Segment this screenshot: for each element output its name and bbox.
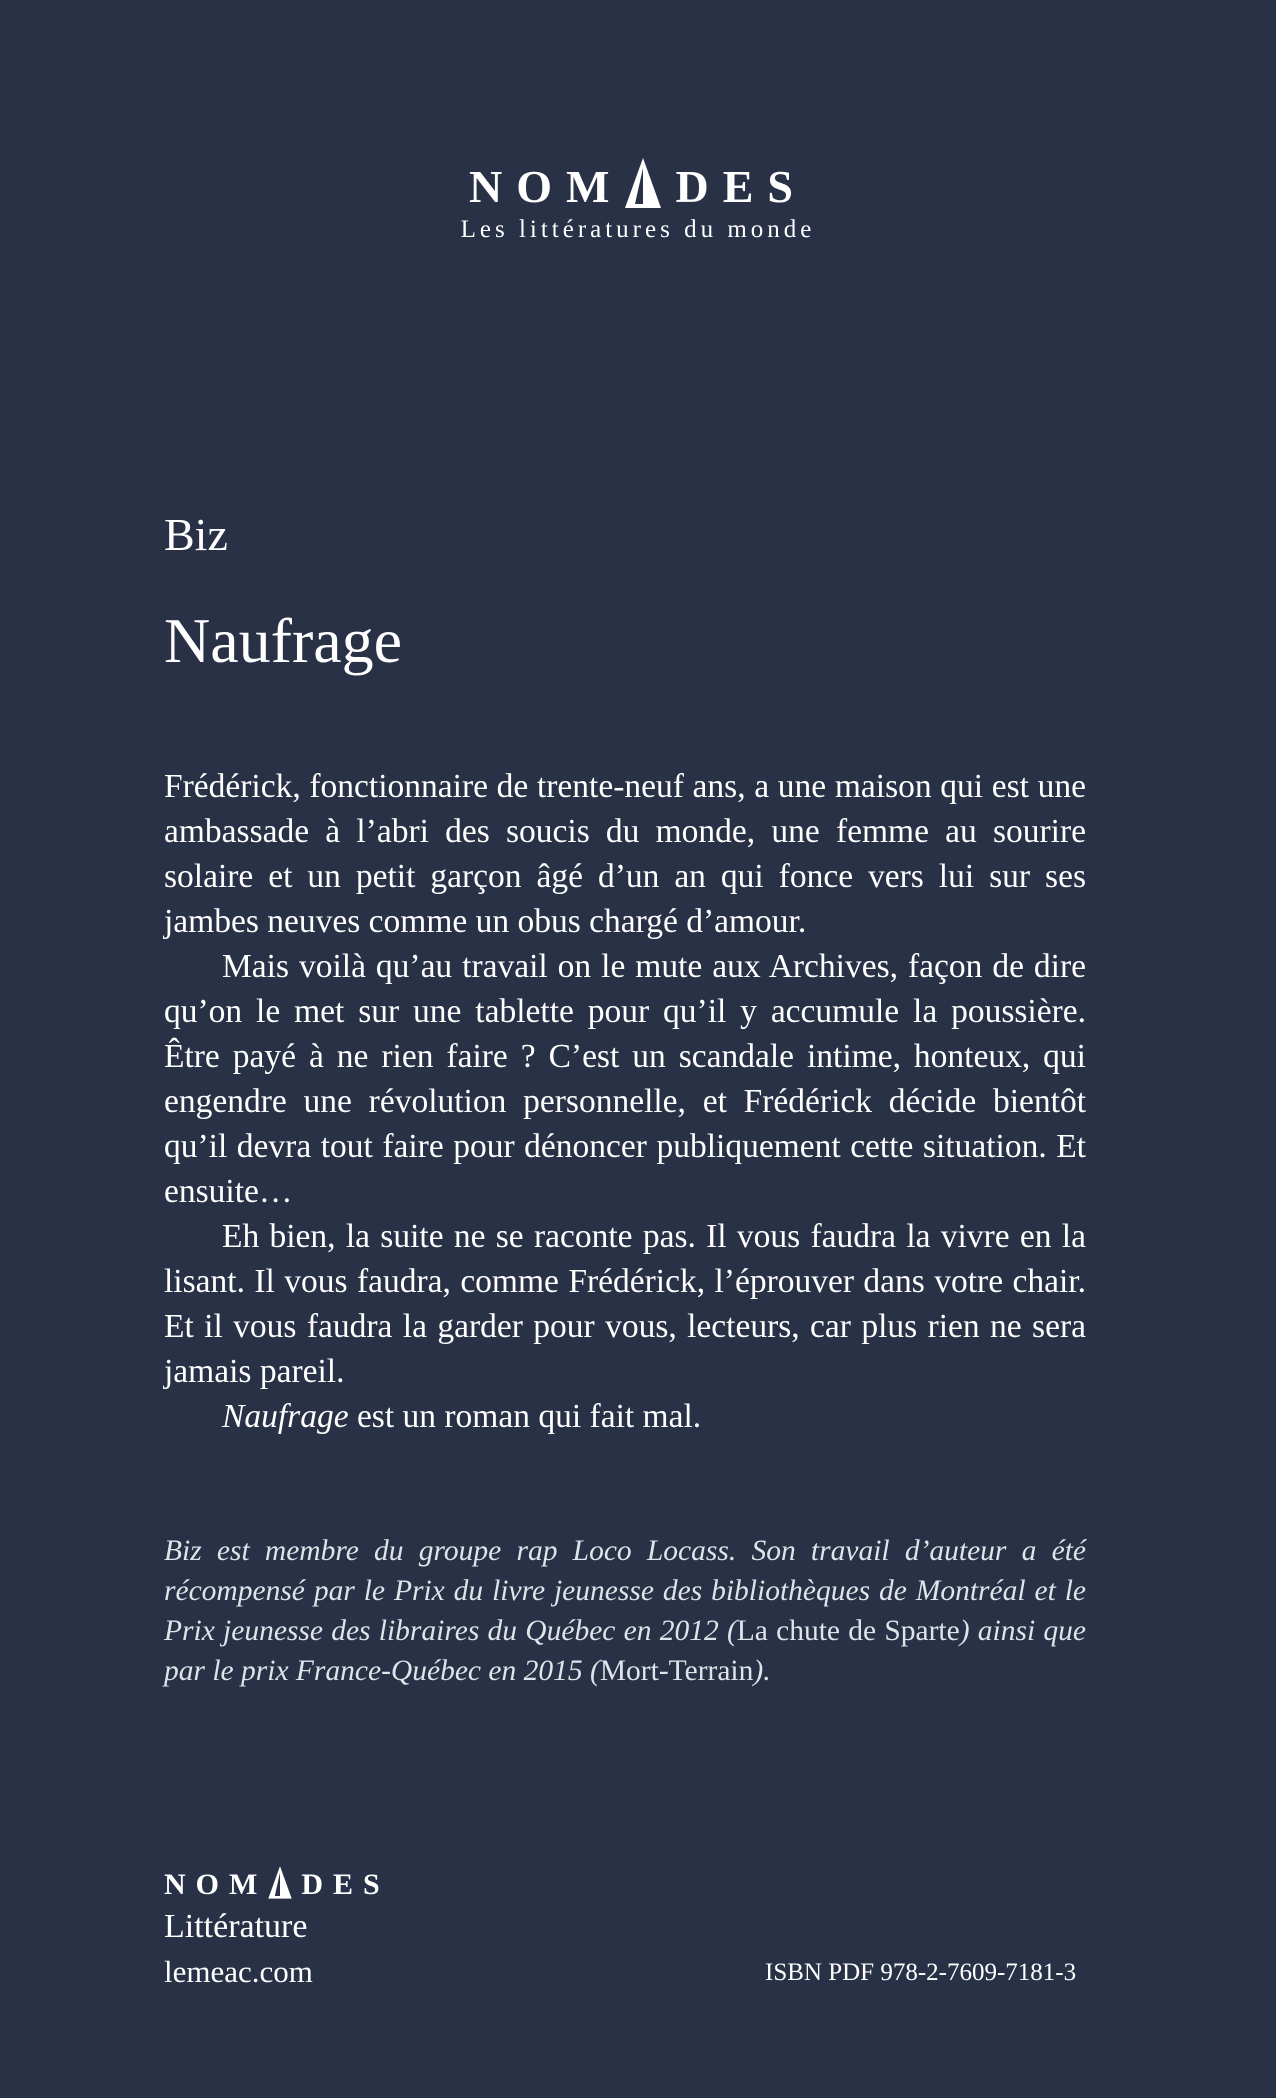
book-blurb [164, 764, 1086, 1439]
footer-logo-wordmark [164, 1866, 390, 1900]
blurb-paragraph-2: Mais voilà qu’au travail on le mute aux Archives, façon de dire qu’on le met sur une tablette pour qu’il y accumule la poussière. Être payé à ne rien faire ? C’est un scandale intime, honteux, qui engendre une révolution personnelle, et Frédérick décide bientôt qu’il devra tout faire pour dénoncer publiquement cette situation. Et ensuite… [164, 948, 1086, 1210]
blurb-paragraph-4 [164, 1394, 1086, 1439]
book-author: Biz [164, 509, 228, 560]
bio-book-1: La chute de Sparte [736, 1615, 960, 1647]
isbn-label: ISBN PDF 978-2-7609-7181-3 [765, 1959, 1077, 1986]
logo-tagline: Les littératures du monde [460, 216, 816, 243]
bio-text-2: ) ainsi que par le prix France-Québec en 2015 ( [164, 1615, 1086, 1687]
footer-sail-icon [267, 1866, 293, 1900]
publisher-website: lemeac.com [164, 1954, 313, 1989]
logo-word-right: DES [675, 161, 807, 212]
nomades-logo-header [0, 158, 1276, 244]
footer-logo-left: NOM [164, 1868, 268, 1901]
blurb-title-italic: Naufrage [222, 1398, 349, 1435]
logo-wordmark [469, 158, 807, 210]
collection-label: Littérature [164, 1908, 308, 1945]
logo-word-left: NOM [469, 161, 624, 212]
bio-book-2: Mort-Terrain [599, 1655, 754, 1687]
blurb-paragraph-4-text: est un roman qui fait mal. [348, 1398, 702, 1435]
blurb-paragraph-3: Eh bien, la suite ne se raconte pas. Il vous faudra la vivre en la lisant. Il vous faudra, comme Frédérick, l’éprouver dans votre chair. Et il vous faudra la garder pour vous, lecteurs, car plus rien ne sera jamais pareil. [164, 1218, 1086, 1390]
bio-text-1: Biz est membre du groupe rap Loco Locass. Son travail d’auteur a été récompensé par le Prix du livre jeunesse des bibliothèques de Montréal et le Prix jeunesse des libraires du Québec en 2012 ( [164, 1535, 1086, 1647]
author-bio [164, 1531, 1086, 1691]
book-title: Naufrage [164, 605, 403, 676]
blurb-paragraph-1: Frédérick, fonctionnaire de trente-neuf ans, a une maison qui est une ambassade à l’abri des soucis du monde, une femme au sourire solaire et un petit garçon âgé d’un an qui fonce vers lui sur ses jambes neuves comme un obus chargé d’amour. [164, 768, 1086, 940]
nomades-logo-footer [164, 1866, 390, 1900]
bio-text-3: ). [753, 1655, 771, 1687]
footer-logo-right: DES [301, 1868, 390, 1901]
sail-icon [623, 158, 663, 210]
